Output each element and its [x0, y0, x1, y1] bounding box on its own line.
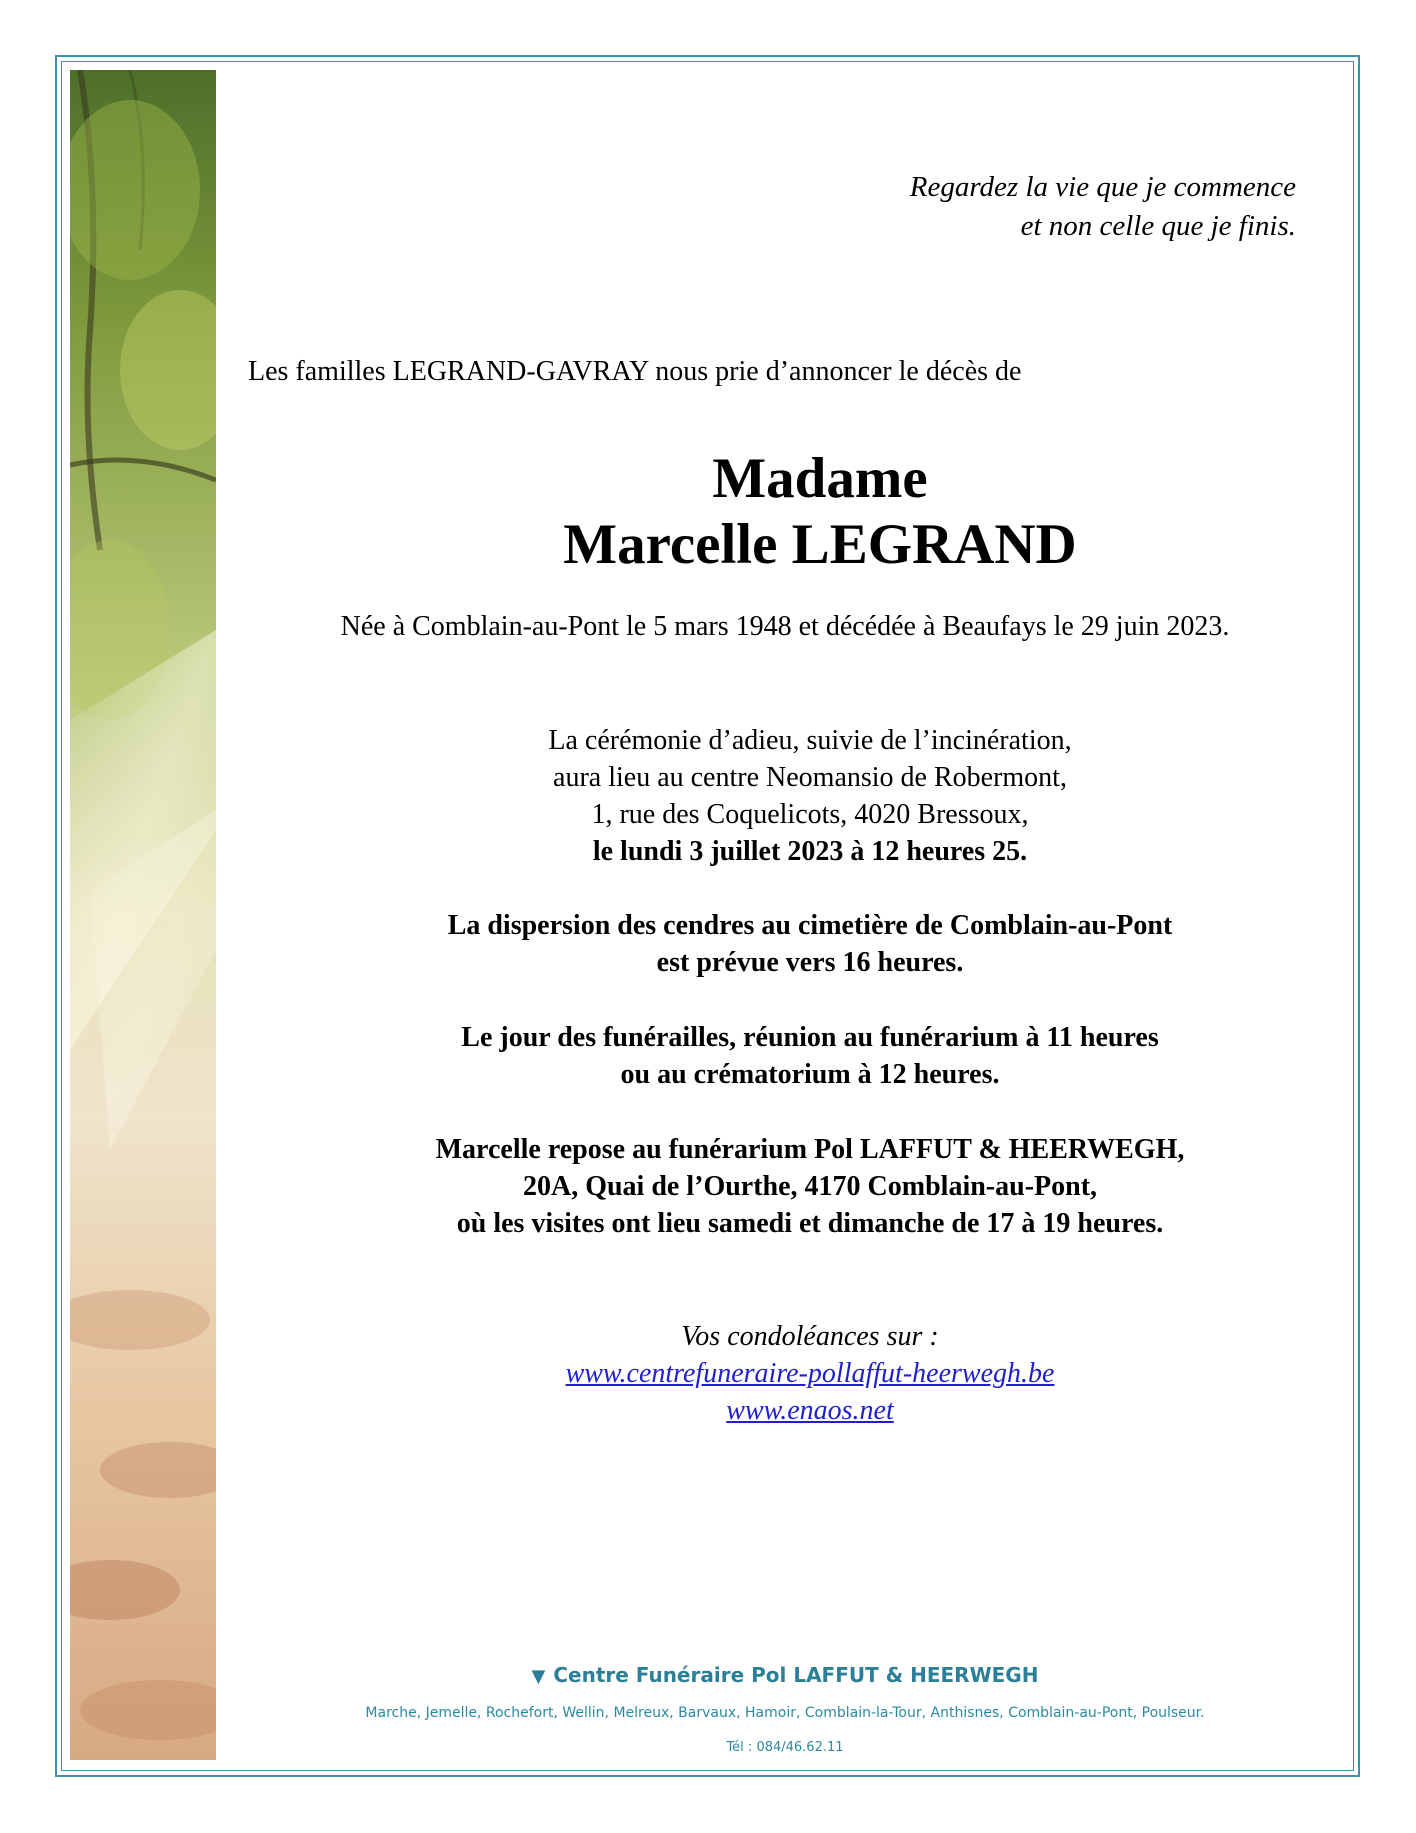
deceased-name — [320, 446, 1320, 578]
birth-death-dates: Née à Comblain-au-Pont le 5 mars 1948 et décédée à Beaufays le 29 juin 2023. — [340, 611, 1230, 642]
forest-path-image — [70, 70, 216, 1760]
rest-line-3: où les visites ont lieu samedi et dimanche de 17 à 19 heures. — [456, 1208, 1164, 1239]
triangle-down-icon: ▼ — [531, 1666, 546, 1687]
meeting-line-2: ou au crématorium à 12 heures. — [620, 1059, 1000, 1090]
dispersion-line-2: est prévue vers 16 heures. — [656, 947, 964, 978]
funeral-center-link[interactable]: www.centrefuneraire-pollaffut-heerwegh.be — [565, 1358, 1055, 1389]
meeting-line-1: Le jour des funérailles, réunion au funérarium à 11 heures — [461, 1022, 1159, 1053]
quote-line-1: Regardez la vie que je commence — [909, 171, 1296, 203]
quote-line-2: et non celle que je finis. — [1020, 210, 1296, 242]
condolences-section — [310, 1318, 1310, 1429]
rest-line-2: 20A, Quai de l’Ourthe, 4170 Comblain-au-Pont, — [522, 1171, 1098, 1202]
meeting-info — [310, 1019, 1310, 1093]
ceremony-line-3: 1, rue des Coquelicots, 4020 Bressoux, — [591, 799, 1029, 830]
ceremony-date: le lundi 3 juillet 2023 à 12 heures 25. — [592, 836, 1028, 867]
rest-line-1: Marcelle repose au funérarium Pol LAFFUT & HEERWEGH, — [435, 1134, 1185, 1165]
funeral-home-name — [240, 1663, 1330, 1687]
epigraph-quote — [910, 168, 1296, 246]
funeral-home-name-text: Centre Funéraire Pol LAFFUT & HEERWEGH — [553, 1663, 1039, 1687]
condolences-label: Vos condoléances sur : — [681, 1321, 939, 1352]
ceremony-line-2: aura lieu au centre Neomansio de Robermont, — [553, 762, 1067, 793]
visitation-info — [310, 1131, 1310, 1242]
ash-dispersion — [310, 907, 1310, 981]
title-full-name: Marcelle LEGRAND — [563, 513, 1077, 576]
title-honorific: Madame — [712, 447, 928, 510]
enaos-link[interactable]: www.enaos.net — [726, 1395, 894, 1426]
funeral-home-towns: Marche, Jemelle, Rochefort, Wellin, Melreux, Barvaux, Hamoir, Comblain-la-Tour, Anthisnes, Comblain-au-Pont, Poulseur. — [365, 1705, 1205, 1721]
dispersion-line-1: La dispersion des cendres au cimetière de Comblain-au-Pont — [447, 910, 1173, 941]
announcement-intro: Les familles LEGRAND-GAVRAY nous prie d’annoncer le décès de — [248, 356, 1022, 387]
ceremony-line-1: La cérémonie d’adieu, suivie de l’incinération, — [548, 725, 1072, 756]
funeral-home-phone: Tél : 084/46.62.11 — [726, 1740, 844, 1755]
ceremony-details — [310, 722, 1310, 870]
